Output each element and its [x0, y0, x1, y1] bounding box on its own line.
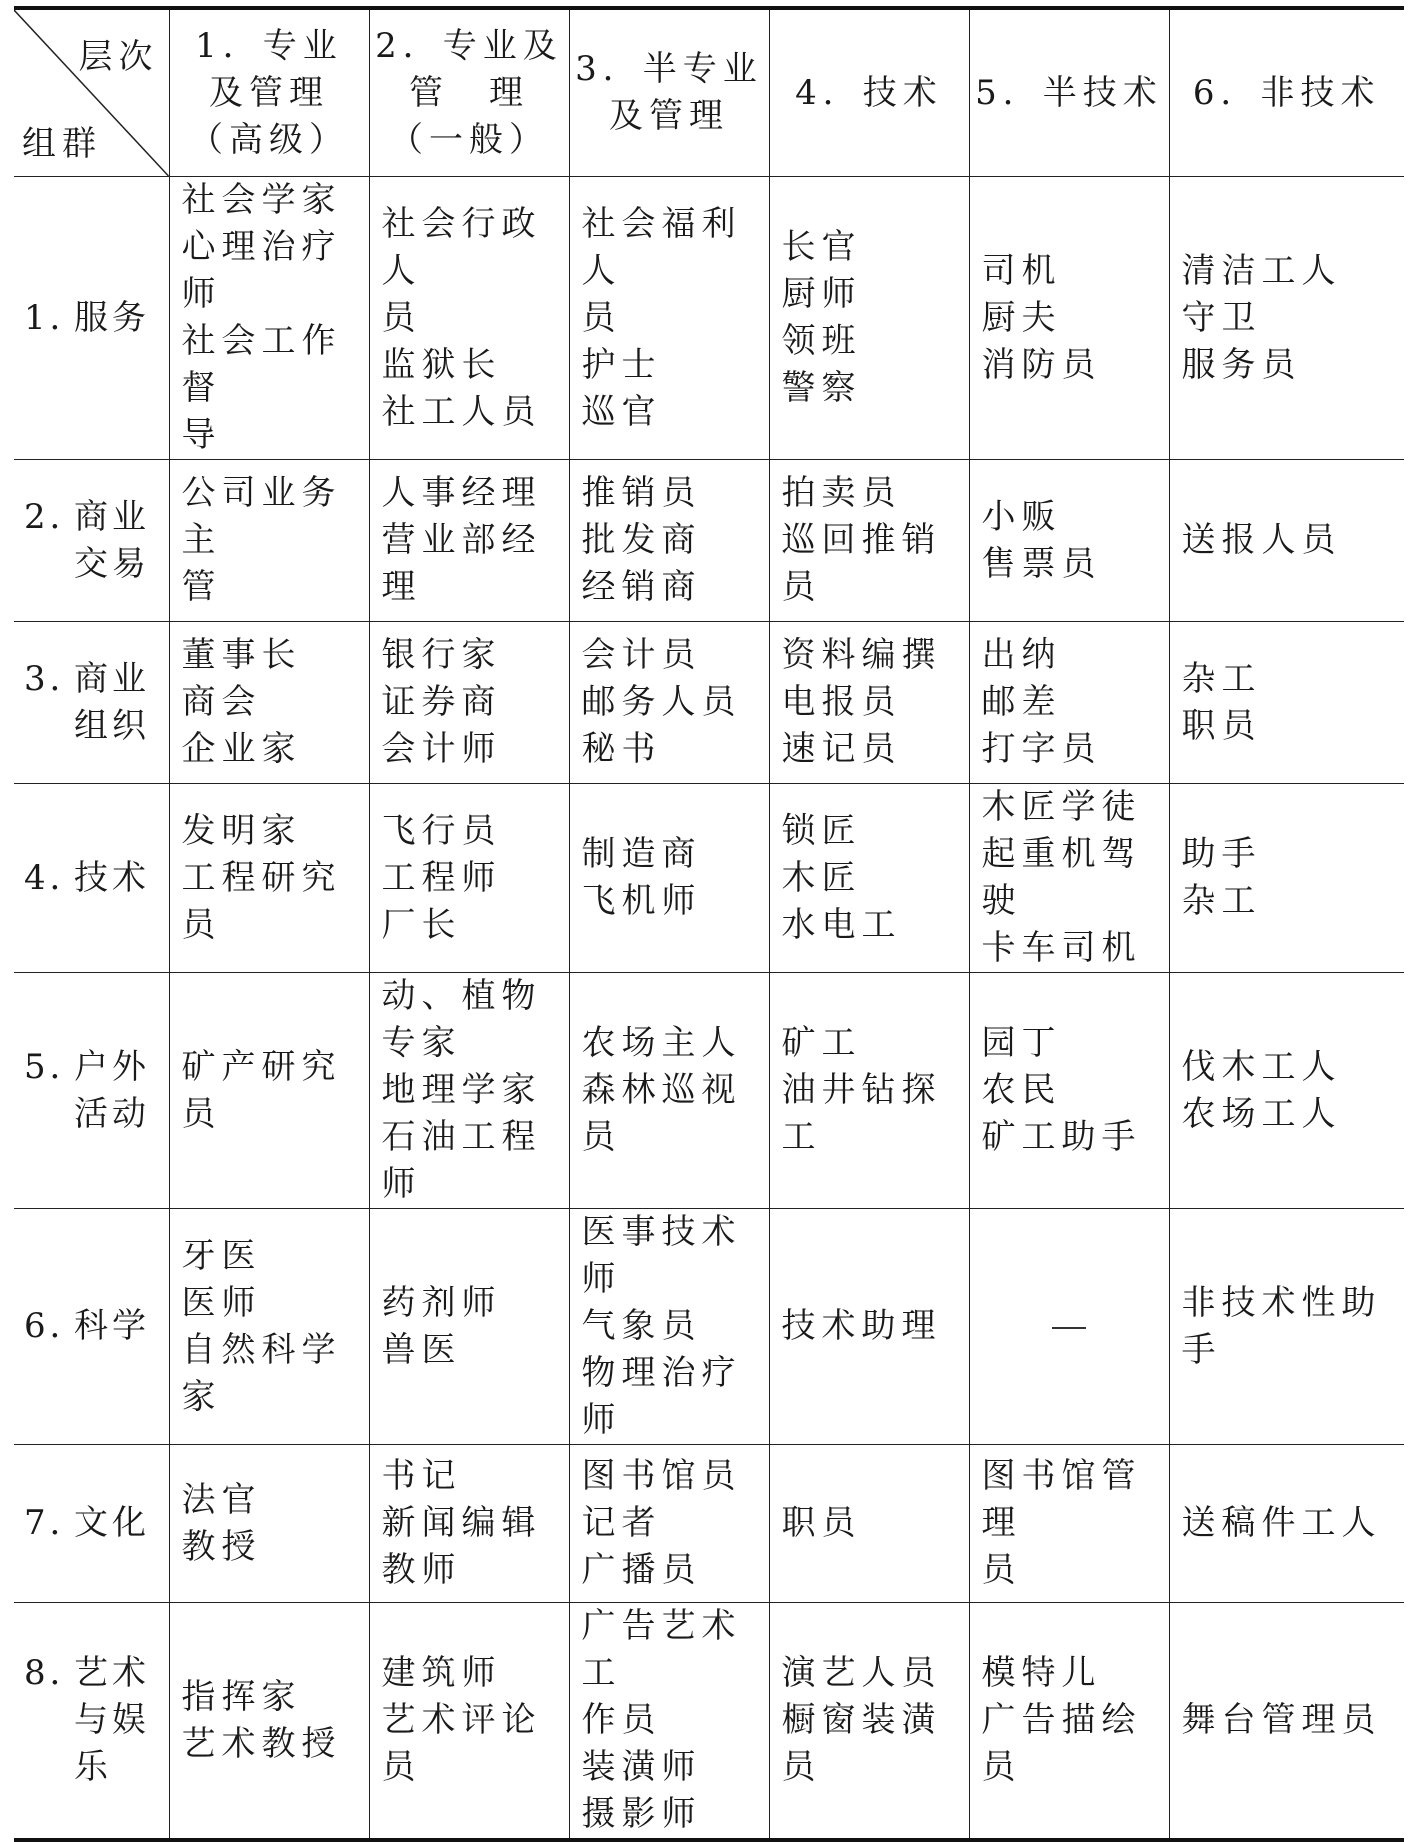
occupation-name: 起重机驾驶: [981, 834, 1142, 921]
occupation-name: 助手: [1181, 834, 1262, 874]
level-header-6: [1169, 10, 1404, 177]
occupation-cell: [769, 177, 969, 460]
occupation-cell: [969, 1445, 1169, 1603]
occupation-name: 医事技术师: [581, 1212, 742, 1299]
level-header-line: 1．专业: [195, 25, 343, 66]
occupation-name: 园丁: [981, 1023, 1062, 1063]
occupation-cell: [1169, 460, 1404, 622]
occupation-name: 指挥家: [181, 1676, 302, 1717]
empty-dash: [1052, 1327, 1086, 1329]
group-name-line: 与娱: [74, 1700, 150, 1740]
occupation-name: 批发商: [581, 520, 702, 560]
occupation-name: 伐木工人: [1181, 1046, 1342, 1087]
occupation-cell: [769, 1603, 969, 1839]
occupation-name: 广播员: [581, 1550, 702, 1590]
occupation-name: 舞台管理员: [1181, 1700, 1382, 1740]
group-name-line: 技术: [74, 857, 150, 898]
occupation-name: 艺术评论员: [381, 1700, 542, 1787]
occupation-name: 商会: [181, 682, 262, 722]
table-row: [14, 1603, 1404, 1839]
group-number: 2．: [24, 496, 88, 537]
occupation-name: 公司业务主: [181, 473, 342, 560]
occupation-name: 守卫: [1181, 297, 1262, 338]
table-row: [14, 460, 1404, 622]
occupation-name: 森林巡视员: [581, 1070, 742, 1157]
table-row: [14, 973, 1404, 1209]
group-name-line: 服务: [74, 297, 150, 338]
occupation-cell: [369, 784, 569, 973]
occupation-name: 动、植物专家: [381, 976, 542, 1063]
occupation-name: 董事长: [181, 635, 302, 675]
occupation-name: 飞行员: [381, 810, 502, 851]
occupation-name: 厨师: [781, 274, 862, 314]
occupation-name: 图书馆员: [581, 1456, 742, 1496]
level-header-3: [569, 10, 769, 177]
occupation-name: 巡回推销员: [781, 520, 942, 607]
occupation-cell: [1169, 177, 1404, 460]
level-header-5: [969, 10, 1169, 177]
occupation-name: 厂长: [381, 904, 462, 945]
occupation-name: 橱窗装潢员: [781, 1700, 942, 1787]
level-header-2: [369, 10, 569, 177]
level-header-4: [769, 10, 969, 177]
occupation-name: 服务员: [1181, 344, 1302, 385]
occupation-cell: [969, 1209, 1169, 1445]
occupation-cell: [1169, 622, 1404, 784]
occupation-name: 员: [581, 297, 622, 338]
occupation-name: 发明家: [181, 810, 302, 851]
occupation-name: 法官: [181, 1479, 262, 1520]
group-label-cell: [14, 177, 169, 460]
occupation-name: 教师: [381, 1550, 462, 1590]
occupation-name: 作员: [581, 1700, 662, 1740]
group-name-line: 户外: [74, 1046, 150, 1087]
occupation-name: 消防员: [981, 344, 1102, 385]
occupation-name: 资料编撰: [781, 635, 942, 675]
occupation-cell: [169, 784, 369, 973]
occupation-name: 教授: [181, 1526, 262, 1567]
occupation-cell: [369, 622, 569, 784]
occupation-cell: [1169, 1603, 1404, 1839]
occupation-name: 牙医: [181, 1235, 262, 1276]
occupation-name: 书记: [381, 1456, 462, 1496]
occupation-name: 新闻编辑: [381, 1503, 542, 1543]
occupation-cell: [169, 460, 369, 622]
group-label-cell: [14, 973, 169, 1209]
occupation-name: 送稿件工人: [1181, 1503, 1382, 1543]
occupation-name: 营业部经理: [381, 520, 542, 607]
occupation-name: 气象员: [581, 1306, 702, 1346]
occupation-cell: [969, 1603, 1169, 1839]
occupation-cell: [169, 1209, 369, 1445]
occupation-name: 锁匠: [781, 810, 862, 851]
occupation-name: 司机: [981, 250, 1062, 291]
occupation-cell: [1169, 1209, 1404, 1445]
occupation-name: 巡官: [581, 391, 662, 432]
group-label-cell: [14, 1445, 169, 1603]
occupation-cell: [969, 622, 1169, 784]
level-header-line: 3．半专业: [575, 49, 763, 89]
group-label-cell: [14, 622, 169, 784]
occupation-cell: [569, 1603, 769, 1839]
table-row: [14, 1209, 1404, 1445]
group-number: 7．: [24, 1503, 88, 1543]
occupation-name: 杂工: [1181, 881, 1262, 921]
occupation-name: 广告描绘员: [981, 1700, 1142, 1787]
occupation-name: 兽医: [381, 1329, 462, 1370]
occupation-name: 自然科学家: [181, 1329, 342, 1417]
occupation-name: 矿工: [781, 1023, 862, 1063]
occupation-name: 工程师: [381, 857, 502, 898]
occupation-name: 护士: [581, 344, 662, 385]
occupation-name: 模特儿: [981, 1653, 1102, 1693]
occupation-name: 员: [981, 1550, 1022, 1590]
occupation-cell: [369, 460, 569, 622]
occupation-name: 售票员: [981, 543, 1102, 584]
occupation-name: 长官: [781, 227, 862, 267]
occupation-name: 推销员: [581, 473, 702, 513]
occupation-name: 厨夫: [981, 297, 1062, 338]
occupation-name: 导: [181, 415, 222, 455]
group-name-line: 艺术: [74, 1653, 150, 1693]
group-label-cell: [14, 1603, 169, 1839]
group-name-line: 组织: [74, 705, 150, 746]
occupation-cell: [969, 460, 1169, 622]
occupation-name: 社会工作督: [181, 321, 342, 408]
occupation-name: 建筑师: [381, 1653, 502, 1693]
occupation-name: 秘书: [581, 729, 662, 769]
level-header-line: 4．技术: [795, 72, 943, 113]
group-label-cell: [14, 460, 169, 622]
occupation-cell: [369, 1445, 569, 1603]
occupation-name: 矿工助手: [981, 1117, 1142, 1157]
level-header-line: （一般）: [389, 119, 549, 160]
occupation-cell: [369, 973, 569, 1209]
bottom-rule: [14, 1838, 1404, 1842]
occupation-cell: [1169, 784, 1404, 973]
occupation-name: 水电工: [781, 904, 902, 945]
level-header-line: 2．专业及: [375, 25, 563, 66]
occupation-name: 经销商: [581, 567, 702, 607]
level-header-line: 及管理: [609, 96, 729, 136]
occupation-name: 邮务人员: [581, 682, 742, 722]
occupation-cell: [169, 622, 369, 784]
occupation-cell: [969, 177, 1169, 460]
occupation-name: 企业家: [181, 729, 302, 769]
occupation-cell: [369, 177, 569, 460]
occupation-cell: [369, 1603, 569, 1839]
occupation-name: 装潢师: [581, 1747, 702, 1787]
corner-header-cell: [14, 10, 169, 177]
occupation-cell: [769, 622, 969, 784]
occupation-name: 监狱长: [381, 344, 502, 385]
occupation-name: 非技术性助: [1181, 1282, 1382, 1323]
table-row: [14, 1445, 1404, 1603]
occupation-name: 员: [381, 297, 422, 338]
table-row: [14, 177, 1404, 460]
occupation-cell: [769, 1209, 969, 1445]
occupation-cell: [569, 784, 769, 973]
occupation-name: 摄影师: [581, 1794, 702, 1834]
group-name-line: 乐: [74, 1747, 112, 1787]
corner-level-label: 层次: [78, 37, 159, 77]
occupation-name: 演艺人员: [781, 1653, 942, 1693]
level-header-line: 管 理: [409, 72, 529, 113]
occupation-name: 领班: [781, 321, 862, 361]
occupation-name: 农场主人: [581, 1023, 742, 1063]
occupation-name: 地理学家: [381, 1070, 542, 1110]
occupation-name: 速记员: [781, 729, 902, 769]
occupation-name: 广告艺术工: [581, 1606, 742, 1693]
group-number: 4．: [24, 857, 88, 898]
occupation-name: 工程研究员: [181, 857, 342, 945]
occupation-name: 管: [181, 567, 222, 607]
group-label-cell: [14, 1209, 169, 1445]
group-name-line: 文化: [74, 1503, 150, 1543]
level-header-line: 6．非技术: [1192, 72, 1381, 113]
occupation-name: 物理治疗师: [581, 1353, 742, 1440]
group-name-line: 商业: [74, 496, 150, 537]
occupation-cell: [969, 784, 1169, 973]
occupation-cell: [169, 1603, 369, 1839]
occupation-name: 社工人员: [381, 391, 542, 432]
occupation-name: 证券商: [381, 682, 502, 722]
occupation-name: 打字员: [981, 729, 1102, 769]
group-name-line: 商业: [74, 658, 150, 699]
occupation-name: 出纳: [981, 635, 1062, 675]
occupation-cell: [769, 973, 969, 1209]
occupation-name: 制造商: [581, 834, 702, 874]
occupation-name: 木匠: [781, 857, 862, 898]
occupation-name: 木匠学徒: [981, 787, 1142, 827]
group-label-cell: [14, 784, 169, 973]
occupation-name: 技术助理: [781, 1306, 942, 1346]
occupation-name: 会计员: [581, 635, 702, 675]
occupation-name: 艺术教授: [181, 1723, 342, 1764]
occupation-cell: [1169, 973, 1404, 1209]
occupation-name: 农民: [981, 1070, 1062, 1110]
occupation-cell: [169, 1445, 369, 1603]
occupation-name: 社会行政人: [381, 203, 542, 291]
occupation-name: 飞机师: [581, 881, 702, 921]
occupation-name: 医师: [181, 1282, 262, 1323]
occupation-name: 清洁工人: [1181, 250, 1342, 291]
occupation-cell: [969, 973, 1169, 1209]
table-row: [14, 622, 1404, 784]
occupation-name: 药剂师: [381, 1282, 502, 1323]
occupation-name: 卡车司机: [981, 928, 1142, 968]
occupation-cell: [569, 1209, 769, 1445]
level-header-1: [169, 10, 369, 177]
level-header-line: （高级）: [189, 119, 349, 160]
occupation-name: 石油工程师: [381, 1117, 542, 1204]
occupation-name: 杂工: [1181, 658, 1262, 699]
occupation-name: 农场工人: [1181, 1093, 1342, 1134]
occupation-name: 职员: [1181, 705, 1262, 746]
occupation-name: 银行家: [381, 635, 502, 675]
occupation-name: 油井钻探工: [781, 1070, 942, 1157]
occupation-cell: [569, 973, 769, 1209]
occupation-cell: [769, 1445, 969, 1603]
group-name-line: 科学: [74, 1306, 150, 1346]
occupation-name: 邮差: [981, 682, 1062, 722]
header-row: [14, 10, 1404, 177]
occupation-cell: [169, 973, 369, 1209]
occupation-cell: [769, 784, 969, 973]
level-header-line: 及管理: [209, 72, 329, 113]
occupation-name: 手: [1181, 1329, 1222, 1370]
corner-group-label: 组群: [22, 124, 102, 164]
occupation-cell: [569, 460, 769, 622]
group-name-line: 活动: [74, 1093, 150, 1134]
occupation-name: 小贩: [981, 496, 1062, 537]
occupation-name: 社会福利人: [581, 203, 742, 291]
group-number: 3．: [24, 658, 88, 699]
occupation-cell: [569, 622, 769, 784]
occupation-name: 警察: [781, 368, 862, 408]
occupation-cell: [569, 177, 769, 460]
occupation-name: 会计师: [381, 729, 502, 769]
group-number: 1．: [24, 297, 88, 338]
occupation-name: 送报人员: [1181, 520, 1342, 560]
occupation-cell: [369, 1209, 569, 1445]
occupation-cell: [1169, 1445, 1404, 1603]
occupation-name: 心理治疗师: [181, 227, 342, 314]
occupation-classification-table-frame: [14, 6, 1404, 1842]
occupation-name: 记者: [581, 1503, 662, 1543]
table-row: [14, 784, 1404, 973]
occupation-name: 拍卖员: [781, 473, 902, 513]
occupation-name: 矿产研究员: [181, 1046, 342, 1134]
occupation-name: 职员: [781, 1503, 862, 1543]
group-number: 8．: [24, 1653, 88, 1693]
occupation-name: 人事经理: [381, 473, 542, 513]
occupation-name: 图书馆管理: [981, 1456, 1142, 1543]
occupation-classification-table: [14, 10, 1404, 1838]
occupation-cell: [769, 460, 969, 622]
level-header-line: 5．半技术: [975, 72, 1163, 113]
group-number: 6．: [24, 1306, 88, 1346]
occupation-name: 社会学家: [181, 180, 342, 220]
group-name-line: 交易: [74, 543, 150, 584]
group-number: 5．: [24, 1046, 88, 1087]
occupation-name: 电报员: [781, 682, 902, 722]
occupation-cell: [169, 177, 369, 460]
occupation-cell: [569, 1445, 769, 1603]
